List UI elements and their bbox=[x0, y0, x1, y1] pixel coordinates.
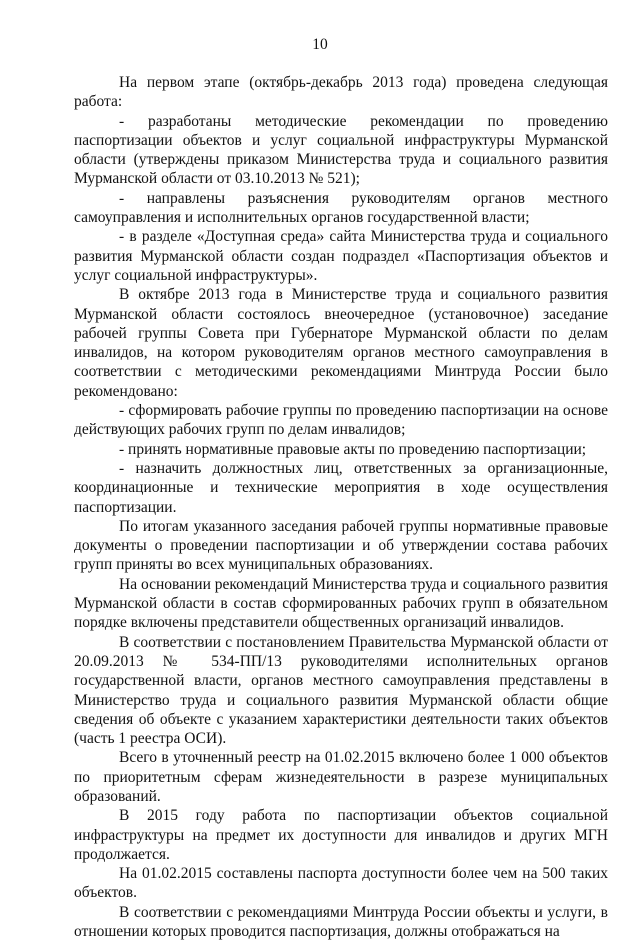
paragraph-passports-compiled: На 01.02.2015 составлены паспорта доступности более чем на 500 таких объектов. bbox=[74, 865, 608, 902]
list-item-appoint-officials: - назначить должностных лиц, ответственных за организационные, координационные и технические мероприятия в ходе осуществления паспортизации. bbox=[74, 459, 608, 516]
list-item-explanations-sent: - направлены разъяснения руководителям органов местного самоуправления и исполнительных органов государственной власти; bbox=[74, 189, 608, 227]
paragraph-meeting-results: По итогам указанного заседания рабочей группы нормативные правовые документы о проведении паспортизации и об утверждении состава рабочих групп приняты во всех муниципальных образованиях. bbox=[74, 517, 608, 574]
list-item-form-working-groups: - сформировать рабочие группы по проведению паспортизации на основе действующих рабочих групп по делам инвалидов; bbox=[74, 402, 608, 439]
list-item-methodical-recommendations: - разработаны методические рекомендации по проведению паспортизации объектов и услуг социальной инфраструктуры Мурманской области (утверждены приказом Министерства труда и социального развития Мурманской области от 03.10.2013 № 521); bbox=[74, 112, 608, 188]
paragraph-work-continues: В 2015 году работа по паспортизации объектов социальной инфраструктуры на предмет их доступности для инвалидов и других МГН продолжается. bbox=[74, 807, 608, 863]
list-item-adopt-acts: - принять нормативные правовые акты по проведению паспортизации; bbox=[119, 440, 587, 458]
paragraph-display-requirements: В соответствии с рекомендациями Минтруда России объекты и услуги, в отношении которых проводится паспортизация, должны отображаться на bbox=[74, 903, 608, 941]
page-number: 10 bbox=[312, 36, 328, 53]
paragraph-public-organizations: На основании рекомендаций Министерства труда и социального развития Мурманской области в состав сформированных рабочих групп в обязательном порядке включены представители общественных организаций инвалидов. bbox=[74, 575, 608, 632]
paragraph-october-meeting: В октябре 2013 года в Министерстве труда и социального развития Мурманской области состоялось внеочередное (установочное) заседание рабочей группы Совета при Губернаторе Мурманской области по делам инвалидов, на котором руководителям органов местного самоуправления в соответствии с методическими рекомендациями Минтруда России было рекомендовано: bbox=[74, 286, 608, 400]
paragraph-government-resolution: В соответствии с постановлением Правительства Мурманской области от 20.09.2013 № 534-ПП/13 руководителями исполнительных органов государственной власти, органов местного самоуправления представлены в Министерство труда и социального развития Мурманской области общие сведения об объекте с указанием характеристики деятельности таких объектов (часть 1 реестра ОСИ). bbox=[74, 633, 608, 748]
document-body bbox=[74, 73, 608, 941]
list-item-website-subsection: - в разделе «Доступная среда» сайта Министерства труда и социального развития Мурманской области создан подраздел «Паспортизация объектов и услуг социальной инфраструктуры». bbox=[74, 228, 608, 284]
paragraph-registry-total: Всего в уточненный реестр на 01.02.2015 включено более 1 000 объектов по приоритетным сферам жизнедеятельности в разрезе муниципальных образований. bbox=[74, 749, 608, 805]
paragraph-intro: На первом этапе (октябрь-декабрь 2013 года) проведена следующая работа: bbox=[74, 74, 608, 111]
